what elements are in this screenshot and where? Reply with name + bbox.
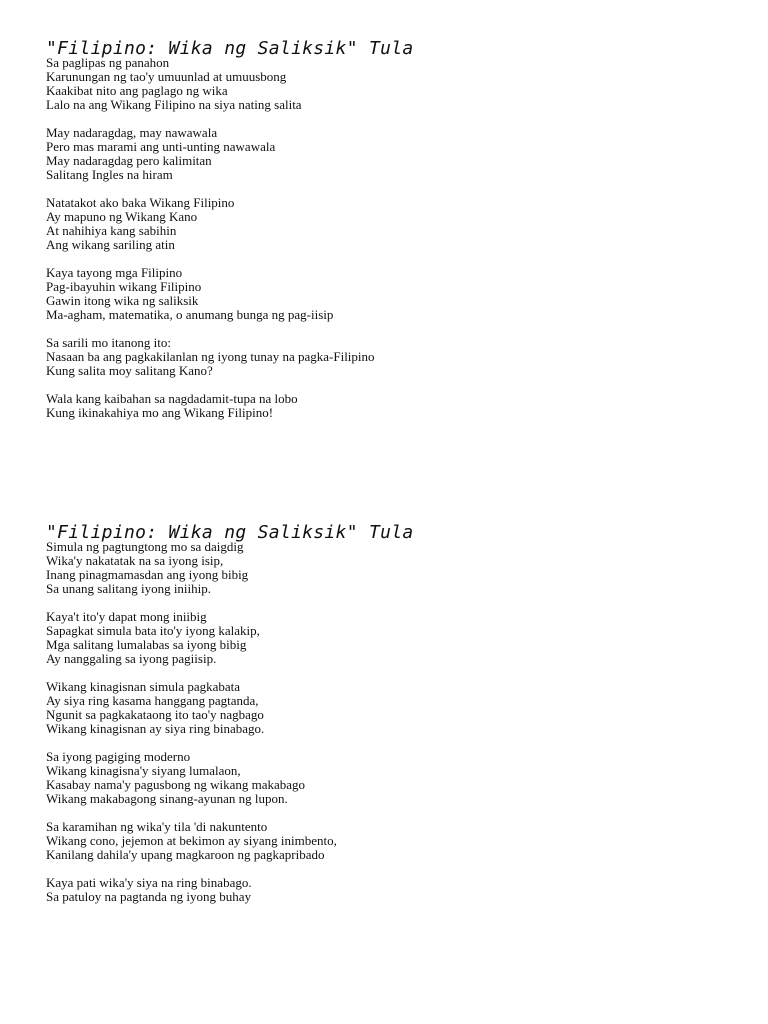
poem-line: Kung ikinakahiya mo ang Wikang Filipino!: [46, 405, 274, 420]
poem-line: Sa iyong pagiging moderno: [46, 749, 191, 764]
stanza: [46, 750, 746, 806]
poem-line: Wala kang kaibahan sa nagdadamit-tupa na lobo: [46, 391, 298, 406]
poem-line: Kaya pati wika'y siya na ring binabago.: [46, 875, 252, 890]
poem-section: [46, 522, 746, 918]
poem-line: Simula ng pagtungtong mo sa daigdig: [46, 539, 244, 554]
poem-line: Kanilang dahila'y upang magkaroon ng pagkapribado: [46, 847, 325, 862]
poem-line: Pag-ibayuhin wikang Filipino: [46, 279, 202, 294]
stanza: [46, 336, 746, 378]
stanza: [46, 820, 746, 862]
poem-line: Ang wikang sariling atin: [46, 237, 175, 252]
stanza: [46, 680, 746, 736]
poem-line: Sa karamihan ng wika'y tila 'di nakuntento: [46, 819, 268, 834]
poem-line: Ay nanggaling sa iyong pagiisip.: [46, 651, 217, 666]
poem-line: Kaya't ito'y dapat mong iniibig: [46, 609, 207, 624]
poem-line: Ay mapuno ng Wikang Kano: [46, 209, 198, 224]
poem-line: Nasaan ba ang pagkakilanlan ng iyong tunay na pagka-Filipino: [46, 349, 375, 364]
poem-line: Karunungan ng tao'y umuunlad at umuusbong: [46, 69, 287, 84]
poem-line: Wikang kinagisna'y siyang lumalaon,: [46, 763, 241, 778]
poem-line: May nadaragdag, may nawawala: [46, 125, 218, 140]
stanza: [46, 610, 746, 666]
poem-line: Wikang kinagisnan ay siya ring binabago.: [46, 721, 265, 736]
poem-line: Gawin itong wika ng saliksik: [46, 293, 199, 308]
poem-line: Sa paglipas ng panahon: [46, 55, 170, 70]
poem-body: [46, 540, 746, 904]
stanza: [46, 392, 746, 420]
stanza: [46, 876, 746, 904]
poem-line: Kaakibat nito ang paglago ng wika: [46, 83, 228, 98]
poem-line: Pero mas marami ang unti-unting nawawala: [46, 139, 276, 154]
poem-title: "Filipino: Wika ng Saliksik" Tula: [46, 522, 414, 543]
stanza: [46, 540, 746, 596]
poem-line: Inang pinagmamasdan ang iyong bibig: [46, 567, 249, 582]
stanza: [46, 126, 746, 182]
poem-line: Wikang makabagong sinang-ayunan ng lupon.: [46, 791, 288, 806]
poem-line: Sapagkat simula bata ito'y iyong kalakip,: [46, 623, 260, 638]
poem-line: Natatakot ako baka Wikang Filipino: [46, 195, 235, 210]
poem-line: At nahihiya kang sabihin: [46, 223, 177, 238]
poem-line: Wikang cono, jejemon at bekimon ay siyang inimbento,: [46, 833, 337, 848]
stanza: [46, 56, 746, 112]
poem-line: Wika'y nakatatak na sa iyong isip,: [46, 553, 224, 568]
poem-line: May nadaragdag pero kalimitan: [46, 153, 212, 168]
poem-body: [46, 56, 746, 420]
poem-line: Kung salita moy salitang Kano?: [46, 363, 213, 378]
poem-title: "Filipino: Wika ng Saliksik" Tula: [46, 38, 414, 59]
poem-line: Sa patuloy na pagtanda ng iyong buhay: [46, 889, 252, 904]
poem-line: Sa sarili mo itanong ito:: [46, 335, 171, 350]
poem-section: [46, 38, 746, 434]
poem-line: Mga salitang lumalabas sa iyong bibig: [46, 637, 247, 652]
poem-line: Ay siya ring kasama hanggang pagtanda,: [46, 693, 259, 708]
poem-line: Salitang Ingles na hiram: [46, 167, 173, 182]
stanza: [46, 196, 746, 252]
poem-line: Kaya tayong mga Filipino: [46, 265, 183, 280]
poem-line: Ma-agham, matematika, o anumang bunga ng pag-iisip: [46, 307, 334, 322]
poem-line: Kasabay nama'y pagusbong ng wikang makabago: [46, 777, 306, 792]
stanza: [46, 266, 746, 322]
poem-line: Ngunit sa pagkakataong ito tao'y nagbago: [46, 707, 264, 722]
poem-line: Lalo na ang Wikang Filipino na siya nating salita: [46, 97, 302, 112]
poem-line: Sa unang salitang iyong iniihip.: [46, 581, 212, 596]
poem-line: Wikang kinagisnan simula pagkabata: [46, 679, 241, 694]
